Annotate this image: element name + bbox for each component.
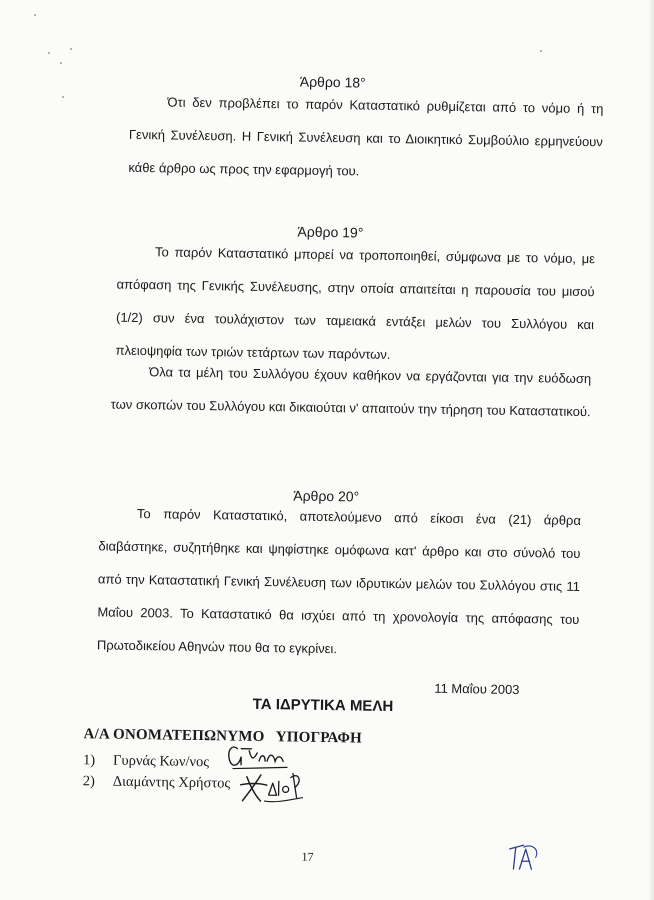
scan-speck xyxy=(540,50,542,52)
article-18-heading: Άρθρο 18° xyxy=(299,73,366,91)
article-20-paragraph xyxy=(97,496,582,669)
article-19-heading: Άρθρο 19° xyxy=(297,223,364,241)
article-19-text-1: Το παρόν Καταστατικό μπορεί να τροποποιηθεί, σύμφωνα με το νόμο, με απόφαση της Γενικής Συνέλευσης, στην οποία απαιτείται η παρουσία του μισού (1/2) συν ένα τουλάχιστον των ταμειακά εντάξει μελών του Συλλόγου και πλειοψηφία των τριών τετάρτων των παρόντων. xyxy=(115,244,596,362)
article-20-heading: Άρθρο 20° xyxy=(293,487,360,505)
member-name: Διαμάντης Χρήστος xyxy=(112,773,231,792)
article-19-paragraph-2 xyxy=(110,355,591,429)
scan-speck xyxy=(70,48,72,50)
scan-speck xyxy=(34,14,36,16)
founding-members-header: Α/Α ΟΝΟΜΑΤΕΠΩΝΥΜΟ ΥΠΟΓΡΑΦΗ xyxy=(83,726,363,747)
founding-members-title: ΤΑ ΙΔΡΥΤΙΚΑ ΜΕΛΗ xyxy=(252,695,394,716)
signature-2-icon xyxy=(236,767,309,810)
article-18-text: Ότι δεν προβλέπει το παρόν Καταστατικό ρυθμίζεται από το νόμο ή τη Γενική Συνέλευση. Η Γενική Συνέλευση και το Διοικητικό Συμβούλιο ερμηνεύουν κάθε άρθρο ως προς την εφαρμογή του. xyxy=(128,94,604,179)
member-row-2 xyxy=(83,773,231,792)
member-number: 2) xyxy=(82,773,95,790)
member-number: 1) xyxy=(82,752,96,769)
scan-speck xyxy=(60,62,62,64)
member-name: Γυρνάς Κων/νος xyxy=(112,752,210,771)
member-row-1 xyxy=(83,752,209,771)
document-date: 11 Μαΐου 2003 xyxy=(434,680,520,698)
article-20-text: Το παρόν Καταστατικό, αποτελούμενο από είκοσι ένα (21) άρθρα διαβάστηκε, συζητήθηκε και ψηφίστηκε ομόφωνα κατ' άρθρο και στο σύνολό του από την Καταστατική Γενική Συνέλευση των ιδρυτικών μελών του Συλλόγου στις 11 Μαΐου 2003. Το Καταστατικό θα ισχύει από τη χρονολογία της απόφασης του Πρωτοδικείου Αθηνών που θα το εγκρίνει. xyxy=(96,506,582,657)
page-number: 17 xyxy=(301,849,314,864)
article-19-paragraph-1 xyxy=(115,235,595,374)
article-19-text-2: Όλα τα μέλη του Συλλόγου έχουν καθήκον να εργάζονται για την ευόδωση των σκοπών του Συλλόγου και δικαιούται ν' απαιτούν την τήρηση του Καταστατικού. xyxy=(110,364,592,420)
page-edge-shadow xyxy=(648,0,654,900)
initials-icon xyxy=(505,839,546,876)
scan-speck xyxy=(62,96,64,98)
article-18-paragraph xyxy=(128,85,603,191)
scan-speck xyxy=(48,52,50,54)
